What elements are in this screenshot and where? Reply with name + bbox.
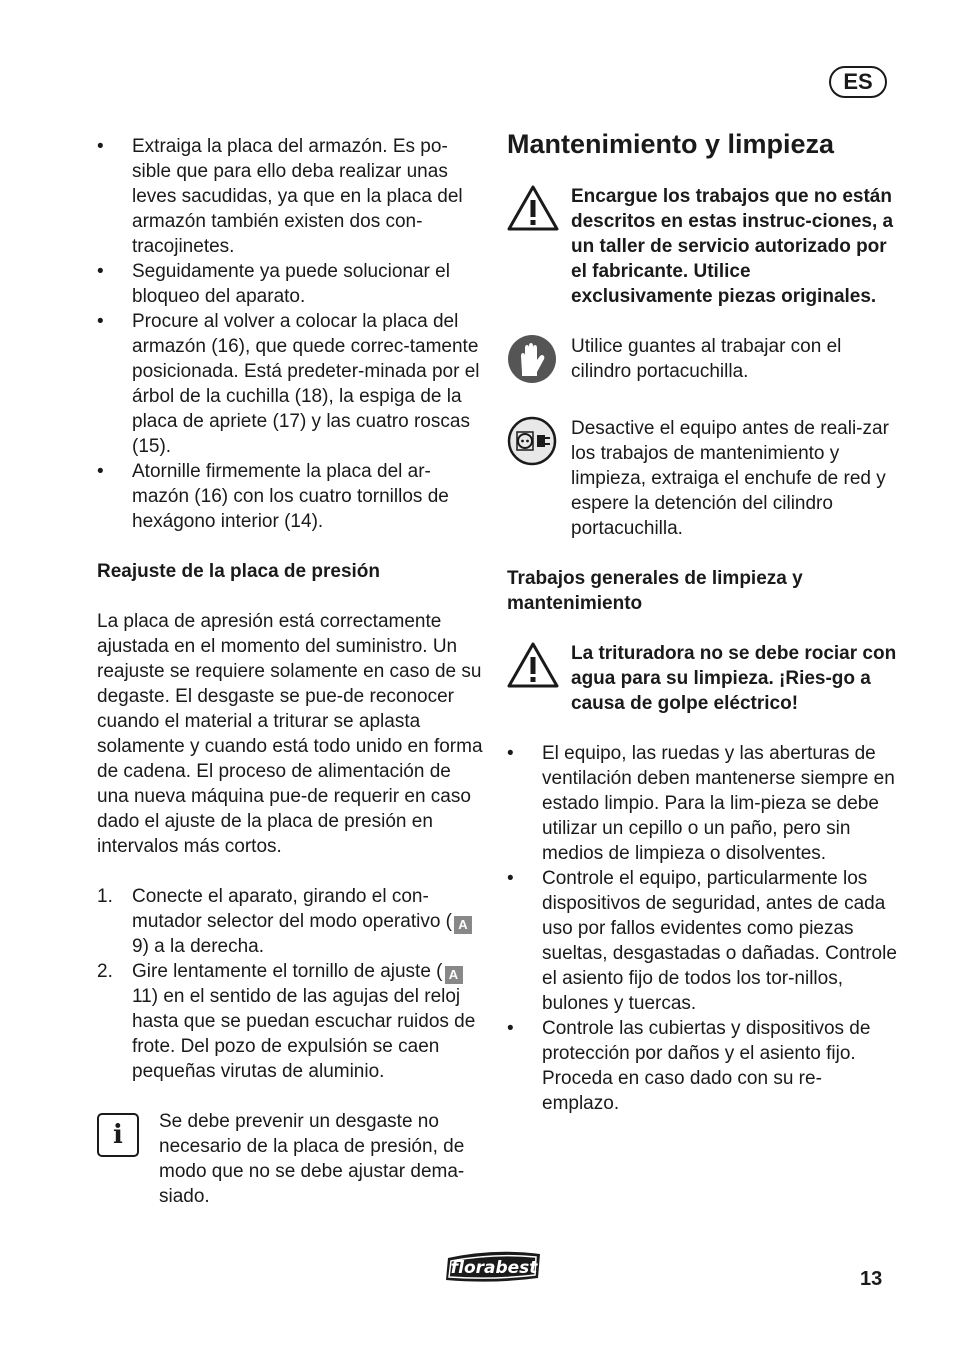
warning-notice (507, 184, 897, 309)
list-item: • El equipo, las ruedas y las aberturas de ventilación deben mantenerse siempre en estado limpio. Para la lim-pieza se debe utilizar un cepillo o un paño, pero sin medios de limpieza o disolventes. (507, 743, 895, 864)
section-heading: Reajuste de la placa de presión (97, 561, 380, 582)
info-note-text: Se debe prevenir un desgaste no necesario de la placa de presión, de modo que no se debe ajustar dema-siado. (159, 1111, 465, 1207)
figure-a-badge: A (454, 916, 472, 934)
page-number: 13 (860, 1268, 883, 1290)
list-item: • Controle las cubiertas y dispositivos de protección por daños y el asiento fijo. Proceda en caso dado con su re-emplazo. (507, 1018, 871, 1114)
bullet-mark: • (97, 311, 104, 332)
gloves-icon (507, 334, 571, 391)
left-column (97, 134, 485, 1209)
left-bullet-list (97, 134, 485, 534)
warning-text: Encargue los trabajos que no están descritos en estas instruc-ciones, a un taller de servicio autorizado por el fabricante. Utilice exclusivamente piezas originales. (571, 186, 894, 307)
page-title: Mantenimiento y limpieza (507, 129, 835, 159)
unplug-notice (507, 416, 897, 541)
figure-a-badge: A (445, 966, 463, 984)
bullet-mark: • (97, 261, 104, 282)
list-item: • Atornille firmemente la placa del ar-mazón (16) con los cuatro tornillos de hexágono interior (14). (97, 461, 449, 532)
warning-triangle-icon (507, 641, 571, 696)
gloves-notice (507, 334, 897, 391)
list-item: • Extraiga la placa del armazón. Es po-sible que para ello deba realizar unas leves sacudidas, ya que en la placa del armazón también existen dos con-tracojinetes. (97, 136, 463, 257)
step-item: 1. Conecte el aparato, girando el con-mutador selector del modo operativo ( A9) a la derecha. (97, 884, 485, 959)
step-item: 2. Gire lentamente el tornillo de ajuste ( A11) en el sentido de las agujas del reloj hasta que se puedan escuchar ruidos de frote. Del pozo de expulsión se caen pequeñas virutas de aluminio. (97, 961, 476, 1082)
svg-text:florabest: florabest (450, 1258, 538, 1278)
steps-list (97, 884, 485, 1084)
paragraph: La placa de apresión está correctamente ajustada en el momento del suministro. Un reajuste se requiere solamente en caso de su degaste. El desgaste se pue-de reconocer cuando el material a triturar se aplasta solamente y cuando está todo unido en forma de cadena. El proceso de alimentación de una nueva máquina pue-de requerir en caso dado el ajuste de la placa de presión en intervalos más cortos. (97, 611, 483, 857)
bullet-mark: • (507, 868, 514, 889)
warning-notice (507, 641, 897, 716)
brand-logo (442, 1244, 546, 1286)
bullet-mark: • (507, 1018, 514, 1039)
gloves-note-text: Utilice guantes al trabajar con el cilindro portacuchilla. (571, 336, 842, 382)
section-heading: Trabajos generales de limpieza y mantenimiento (507, 568, 803, 614)
step-number: 2. (97, 961, 113, 982)
language-badge: ES (829, 66, 887, 98)
list-item: • Seguidamente ya puede solucionar el bloqueo del aparato. (97, 261, 450, 307)
unplug-icon (507, 416, 571, 473)
warning-triangle-icon (507, 184, 571, 239)
bullet-mark: • (97, 461, 104, 482)
warning-text: La trituradora no se debe rociar con agua para su limpieza. ¡Ries-go a causa de golpe eléctrico! (571, 643, 897, 714)
step-number: 1. (97, 886, 113, 907)
list-item: • Controle el equipo, particularmente los dispositivos de seguridad, antes de cada uso por fallos evidentes como piezas sueltas, desgastadas o dañadas. Controle el asiento fijo de todos los tor-nillos, bulones y tuercas. (507, 868, 897, 1014)
bullet-mark: • (507, 743, 514, 764)
right-bullet-list (507, 741, 897, 1116)
unplug-note-text: Desactive el equipo antes de reali-zar los trabajos de mantenimiento y limpieza, extraiga el enchufe de red y espere la detención del cilindro portacuchilla. (571, 418, 889, 539)
info-icon: i (97, 1113, 139, 1157)
info-note (97, 1109, 485, 1209)
bullet-mark: • (97, 136, 104, 157)
right-column (507, 128, 897, 1116)
list-item: • Procure al volver a colocar la placa del armazón (16), que quede correc-tamente posicionada. Está predeter-minada por el árbol de la cuchilla (18), la espiga de la placa de apriete (17) y las cuatro roscas (15). (97, 311, 480, 457)
